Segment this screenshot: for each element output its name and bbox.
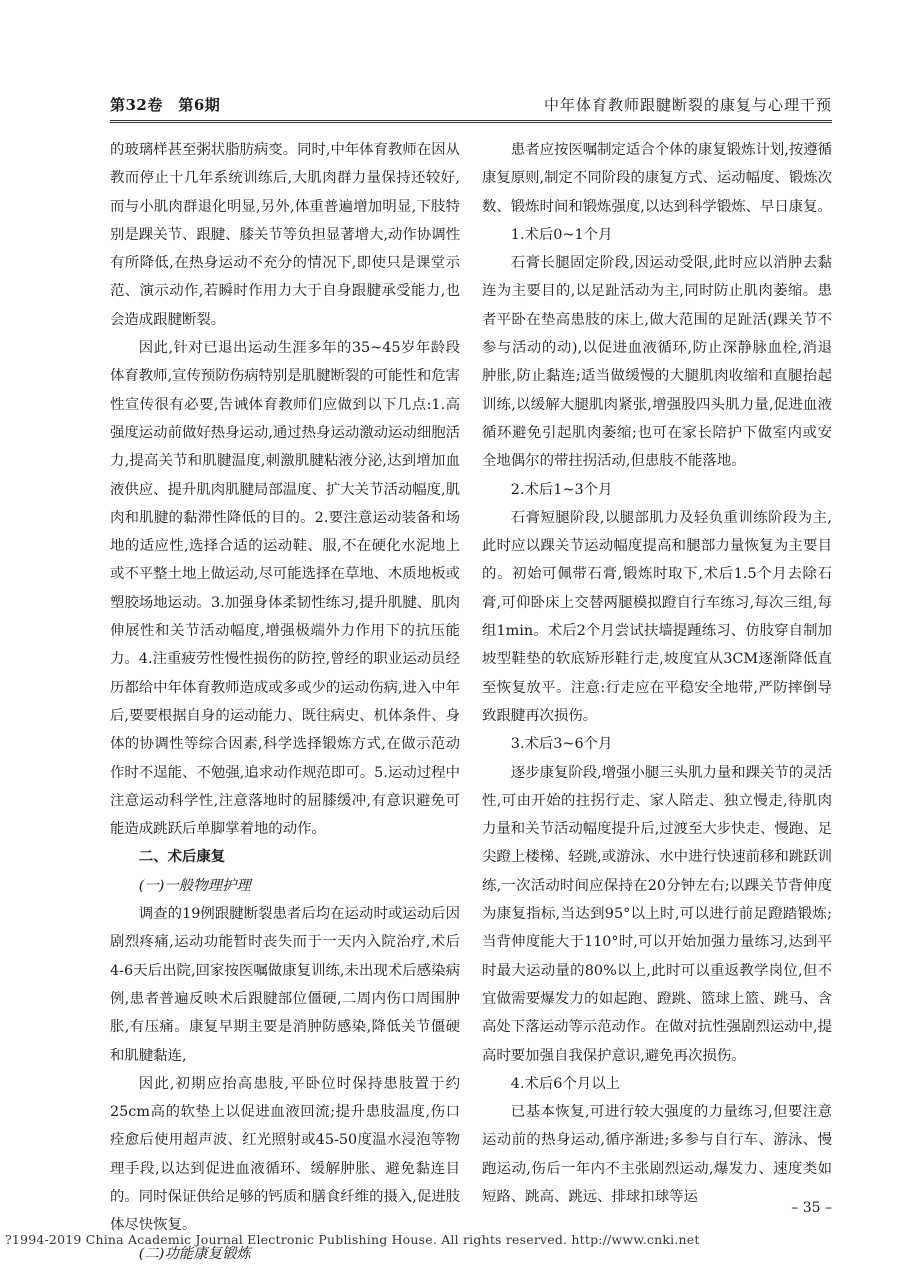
paragraph: 已基本恢复,可进行较大强度的力量练习,但要注意运动前的热身运动,循序渐进;多参与自行车、游泳、慢跑运动,伤后一年内不主张剧烈运动,爆发力、速度类如短路、跳高、跳远、排球扣球等运 xyxy=(482,1104,832,1205)
paragraph: 2.术后1~3个月 xyxy=(510,481,613,498)
left-column xyxy=(110,136,460,1268)
volume-issue: 第32卷 第6期 xyxy=(110,96,221,114)
header-rule xyxy=(110,120,832,123)
paragraph: 3.术后3~6个月 xyxy=(510,736,613,753)
paragraph: 调查的19例跟腱断裂患者后均在运动时或运动后因剧烈疼痛,运动功能暂时丧失而于一天内入院治疗,术后4-6天后出院,回家按医嘱做康复训练,未出现术后感染病例,患者普遍反映术后跟腱部位僵硬,二周内伤口周围肿胀,有压痛。康复早期主要是消肿防感染,降低关节僵硬和肌腱黏连, xyxy=(110,906,460,1064)
section-heading: 二、术后康复 xyxy=(138,849,226,866)
paragraph: 患者应按医嘱制定适合个体的康复锻炼计划,按遵循康复原则,制定不同阶段的康复方式、运动幅度、锻炼次数、锻炼时间和锻炼强度,以达到科学锻炼、早日康复。 xyxy=(482,142,832,215)
paragraph: 4.术后6个月以上 xyxy=(510,1075,621,1092)
paragraph: 因此,针对已退出运动生涯多年的35~45岁年龄段体育教师,宣传预防伤病特别是肌腱断裂的可能性和危害性宣传很有必要,告诫体育教师们应做到以下几点:1.高强度运动前做好热身运动,通过热身运动激动运动细胞活力,提高关节和肌腱温度,刺激肌腱粘液分泌,达到增加血液供应、提升肌肉肌腱局部温度、扩大关节活动幅度,肌肉和肌腱的黏滞性降低的目的。2.要注意运动装备和场地的适应性,选择合适的运动鞋、服,不在硬化水泥地上或不平整土地上做运动,尽可能选择在草地、木质地板或塑胶场地运动。3.加强身体柔韧性练习,提升肌腱、肌肉伸展性和关节活动幅度,增强极端外力作用下的抗压能力。4.注重疲劳性慢性损伤的防控,曾经的职业运动员经历都给中年体育教师造成或多或少的运动伤病,进入中年后,要要根据自身的运动能力、既往病史、机体条件、身体的协调性等综合因素,科学选择锻炼方式,在做示范动作时不逞能、不勉强,追求动作规范即可。5.运动过程中注意运动科学性,注意落地时的屈膝缓冲,有意识避免可能造成跳跃后单脚掌着地的动作。 xyxy=(110,340,460,838)
paragraph-continued: 的玻璃样甚至粥状脂肪病变。同时,中年体育教师在因从教而停止十几年系统训练后,大肌肉群力量保持还较好,而与小肌肉群退化明显,另外,体重普遍增加明显,下肢特别是踝关节、跟腱、膝关节等负担显著增大,动作协调性有所降低,在热身运动不充分的情况下,即使只是课堂示范、演示动作,若瞬时作用力大于自身跟腱承受能力,也会造成跟腱断裂。 xyxy=(110,142,460,328)
subsection-heading: (一)一般物理护理 xyxy=(138,877,251,894)
copyright-footer: ?1994-2019 China Academic Journal Electronic Publishing House. All rights reserved. http://www.cnki.net xyxy=(5,1232,700,1247)
page-number: – 35 – xyxy=(791,1200,832,1216)
paragraph: 逐步康复阶段,增强小腿三头肌力量和踝关节的灵活性,可由开始的拄拐行走、家人陪走、独立慢走,待肌肉力量和关节活动幅度提升后,过渡至大步快走、慢跑、足尖蹬上楼梯、轻跳,或游泳、水中进行快速前移和跳跃训练,一次活动时间应保持在20分钟左右;以踝关节背伸度为康复指标,当达到95°以上时,可以进行前足蹬踏锻炼;当背伸度能大于110°时,可以开始加强力量练习,达到平时最大运动量的80%以上,此时可以重返教学岗位,但不宜做需要爆发力的如起跑、蹬跳、篮球上篮、跳马、含高处下落运动等示范动作。在做对抗性强剧烈运动中,提高时要加强自我保护意识,避免再次损伤。 xyxy=(482,764,832,1064)
paragraph: 因此,初期应抬高患肢,平卧位时保持患肢置于约25cm高的软垫上以促进血液回流;提升患肢温度,伤口痊愈后使用超声波、红光照射或45-50度温水浸泡等物理手段,以达到促进血液循环、缓解肿胀、避免黏连目的。同时保证供给足够的钙质和膳食纤维的摄入,促进肢体尽快恢复。 xyxy=(110,1075,460,1234)
paragraph: 石膏短腿阶段,以腿部肌力及轻负重训练阶段为主,此时应以踝关节运动幅度提高和腿部力量恢复为主要目的。初始可佩带石膏,锻炼时取下,术后1.5个月去除石膏,可仰卧床上交替两腿模拟蹬自行车练习,每次三组,每组1min。术后2个月尝试扶墙提踵练习、仿肢穿自制加坡型鞋垫的软底矫形鞋行走,坡度宜从3CM逐渐降低直至恢复放平。注意:行走应在平稳安全地带,严防摔倒导致跟腱再次损伤。 xyxy=(482,509,832,724)
paragraph: 石膏长腿固定阶段,因运动受限,此时应以消肿去黏连为主要目的,以足趾活动为主,同时防止肌肉萎缩。患者平卧在垫高患肢的床上,做大范围的足趾活(踝关节不参与活动的动),以促进血液循环,防止深静脉血栓,消退肿胀,防止黏连;适当做缓慢的大腿肌肉收缩和直腿抬起训练,以缓解大腿肌肉紧张,增强股四头肌力量,促进血液循环避免引起肌肉萎缩;也可在家长陪护下做室内或安全地偶尔的带拄拐活动,但患肢不能落地。 xyxy=(482,255,832,470)
right-column xyxy=(482,136,832,1211)
running-header xyxy=(110,80,832,120)
paragraph: 1.术后0~1个月 xyxy=(510,226,613,243)
running-title: 中年体育教师跟腱断裂的康复与心理干预 xyxy=(543,96,832,114)
subsection-heading: (二)功能康复锻炼 xyxy=(138,1245,251,1262)
